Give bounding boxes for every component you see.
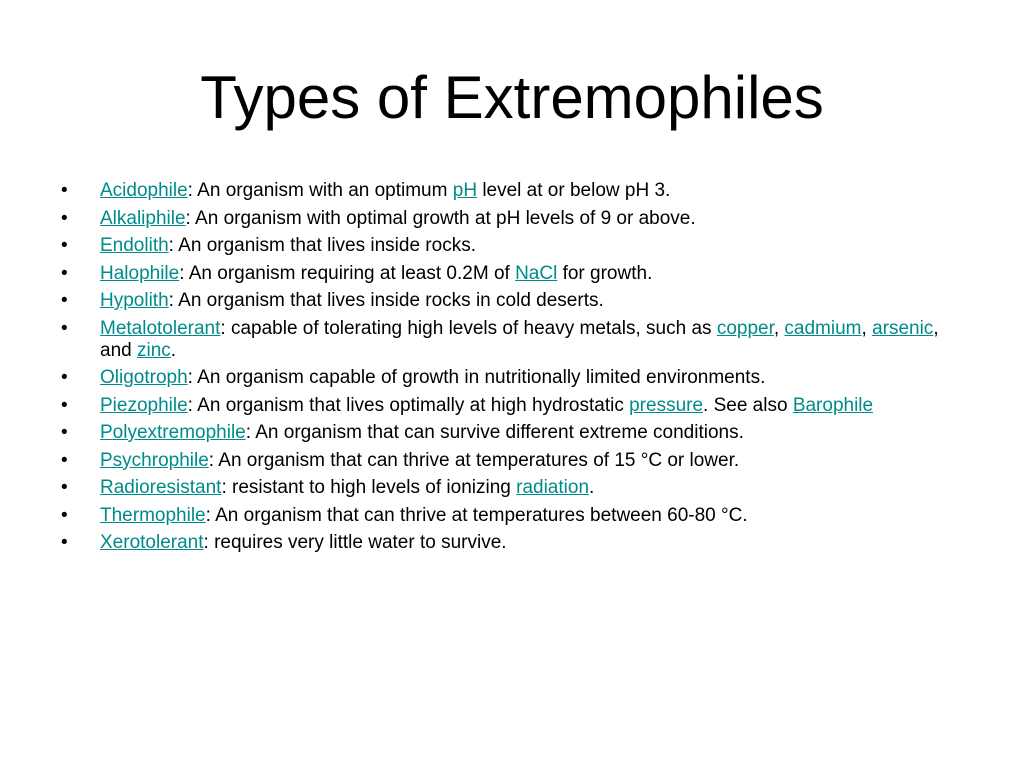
item-text: : An organism that can survive different extreme conditions. bbox=[245, 422, 744, 443]
item-text: for growth. bbox=[557, 262, 653, 284]
list-item bbox=[61, 317, 960, 362]
item-text: . bbox=[589, 477, 595, 498]
term-link[interactable]: Acidophile bbox=[100, 180, 188, 201]
item-text: : resistant to high levels of ionizing bbox=[221, 477, 517, 498]
bullet-icon: • bbox=[61, 422, 68, 443]
bullet-icon: • bbox=[61, 449, 68, 471]
term-link[interactable]: Metalotolerant bbox=[100, 317, 221, 339]
item-text: : An organism with an optimum bbox=[187, 180, 453, 201]
list-item bbox=[61, 477, 960, 499]
inline-link[interactable]: radiation bbox=[516, 477, 590, 498]
item-text: , bbox=[861, 317, 873, 339]
list-item bbox=[61, 532, 960, 554]
term-link[interactable]: Endolith bbox=[100, 235, 169, 256]
term-link[interactable]: Radioresistant bbox=[100, 477, 222, 498]
bullet-icon: • bbox=[61, 394, 68, 416]
bullet-icon: • bbox=[61, 532, 68, 553]
list-item bbox=[61, 180, 960, 202]
term-link[interactable]: Alkaliphile bbox=[100, 207, 186, 229]
item-text: level at or below pH 3. bbox=[477, 180, 671, 201]
bullet-icon: • bbox=[61, 367, 68, 388]
item-text: : An organism with optimal growth at pH levels of 9 or above. bbox=[185, 207, 696, 229]
term-link[interactable]: Psychrophile bbox=[100, 449, 209, 471]
term-link[interactable]: Thermophile bbox=[100, 504, 206, 526]
item-text: : requires very little water to survive. bbox=[203, 532, 507, 553]
inline-link[interactable]: copper bbox=[716, 317, 774, 339]
item-text: : An organism that lives inside rocks in cold deserts. bbox=[168, 290, 604, 311]
bullet-icon: • bbox=[61, 207, 68, 229]
list-item bbox=[61, 422, 960, 444]
item-text: . bbox=[170, 339, 177, 361]
item-text: : An organism that can thrive at temperatures between 60-80 °C. bbox=[205, 504, 748, 526]
term-link[interactable]: Xerotolerant bbox=[100, 532, 204, 553]
inline-link[interactable]: cadmium bbox=[784, 317, 862, 339]
list-item bbox=[61, 504, 960, 527]
term-link[interactable]: Piezophile bbox=[100, 394, 188, 416]
bullet-list bbox=[61, 180, 960, 560]
item-text: , bbox=[773, 317, 785, 339]
item-text: : An organism that can thrive at temperatures of 15 °C or lower. bbox=[208, 449, 740, 471]
bullet-icon: • bbox=[61, 180, 68, 201]
slide-title: Types of Extremophiles bbox=[200, 64, 824, 131]
bullet-icon: • bbox=[61, 477, 68, 498]
item-text: : An organism that lives optimally at high hydrostatic bbox=[187, 394, 630, 416]
term-link[interactable]: Hypolith bbox=[100, 290, 169, 311]
inline-link[interactable]: Barophile bbox=[792, 394, 874, 416]
term-link[interactable]: Halophile bbox=[100, 262, 180, 284]
item-text: , and bbox=[100, 317, 939, 361]
inline-link[interactable]: arsenic bbox=[872, 317, 934, 339]
bullet-icon: • bbox=[61, 262, 68, 284]
bullet-icon: • bbox=[61, 317, 68, 339]
term-link[interactable]: Polyextremophile bbox=[100, 422, 246, 443]
inline-link[interactable]: pH bbox=[452, 180, 478, 201]
bullet-icon: • bbox=[61, 235, 68, 256]
item-text: . See also bbox=[703, 394, 793, 416]
bullet-icon: • bbox=[61, 504, 68, 526]
inline-link[interactable]: pressure bbox=[629, 394, 704, 416]
list-item bbox=[61, 207, 960, 230]
list-item bbox=[61, 262, 960, 285]
inline-link[interactable]: zinc bbox=[136, 339, 171, 361]
item-text: : An organism requiring at least 0.2M of bbox=[179, 262, 516, 284]
bullet-icon: • bbox=[61, 290, 68, 311]
item-text: : An organism capable of growth in nutritionally limited environments. bbox=[187, 367, 766, 388]
item-text: : capable of tolerating high levels of heavy metals, such as bbox=[220, 317, 717, 339]
list-item bbox=[61, 235, 960, 257]
list-item bbox=[61, 449, 960, 472]
item-text: : An organism that lives inside rocks. bbox=[168, 235, 476, 256]
list-item bbox=[61, 367, 960, 389]
term-link[interactable]: Oligotroph bbox=[100, 367, 188, 388]
inline-link[interactable]: NaCl bbox=[515, 262, 558, 284]
list-item bbox=[61, 394, 960, 417]
list-item bbox=[61, 290, 960, 312]
